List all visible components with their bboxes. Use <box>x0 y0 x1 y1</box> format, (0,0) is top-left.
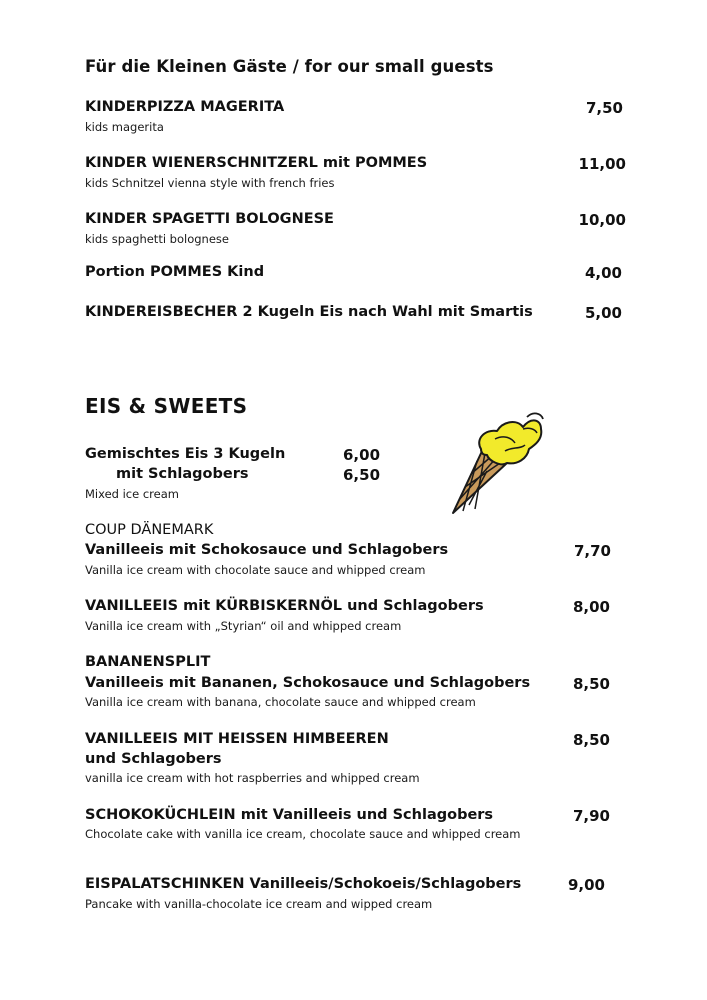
menu-item-name: SCHOKOKÜCHLEIN mit Vanilleeis und Schlagobers <box>85 807 494 823</box>
menu-item-price: 10,00 <box>578 211 626 229</box>
menu-item-name: VANILLEEIS MIT HEISSEN HIMBEEREN <box>85 731 389 747</box>
menu-item-price: 8,50 <box>572 731 610 749</box>
menu-item-price: 7,50 <box>585 99 623 117</box>
menu-item-price: 7,90 <box>572 807 610 825</box>
menu-item-name: Portion POMMES Kind <box>85 264 265 280</box>
menu-item-name: KINDER WIENERSCHNITZERL mit POMMES <box>85 155 428 171</box>
menu-item-desc: Pancake with vanilla-chocolate ice cream and wipped cream <box>85 897 433 911</box>
ice-cream-cone-icon <box>445 405 550 520</box>
menu-item-subname: mit Schlagobers <box>116 466 249 482</box>
menu-item-desc: kids spaghetti bolognese <box>85 232 229 246</box>
menu-item-price: 11,00 <box>578 155 626 173</box>
menu-item-price: 9,00 <box>567 876 605 894</box>
menu-item-name: KINDEREISBECHER 2 Kugeln Eis nach Wahl mit Smartis <box>85 304 533 320</box>
menu-item-title: BANANENSPLIT <box>85 654 211 670</box>
menu-item-price: 8,00 <box>572 598 610 616</box>
menu-item-name-line2: und Schlagobers <box>85 751 222 767</box>
kids-heading: Für die Kleinen Gäste / for our small guests <box>85 57 494 76</box>
menu-item-price: 8,50 <box>572 675 610 693</box>
sweets-heading: EIS & SWEETS <box>85 394 248 418</box>
menu-item-desc: kids magerita <box>85 120 164 134</box>
menu-item-desc: Vanilla ice cream with „Styrian“ oil and whipped cream <box>85 619 402 633</box>
menu-item-desc: Chocolate cake with vanilla ice cream, chocolate sauce and whipped cream <box>85 827 521 841</box>
menu-item-price: 6,00 <box>343 446 381 464</box>
menu-item-desc: vanilla ice cream with hot raspberries and whipped cream <box>85 771 420 785</box>
menu-item-price: 4,00 <box>584 264 622 282</box>
menu-item-price: 5,00 <box>584 304 622 322</box>
menu-item-name: KINDER SPAGETTI BOLOGNESE <box>85 211 334 227</box>
menu-item-title: COUP DÄNEMARK <box>85 522 214 538</box>
menu-item-name: KINDERPIZZA MAGERITA <box>85 99 285 115</box>
menu-item-price: 7,70 <box>573 542 611 560</box>
menu-item-name: Vanilleeis mit Bananen, Schokosauce und Schlagobers <box>85 675 531 691</box>
menu-item-name: EISPALATSCHINKEN Vanilleeis/Schokoeis/Schlagobers <box>85 876 522 892</box>
menu-item-desc: Vanilla ice cream with chocolate sauce and whipped cream <box>85 563 426 577</box>
menu-item-desc: Mixed ice cream <box>85 487 179 501</box>
menu-item-name: Gemischtes Eis 3 Kugeln <box>85 446 286 462</box>
menu-item-name: VANILLEEIS mit KÜRBISKERNÖL und Schlagobers <box>85 598 484 614</box>
menu-item-desc: Vanilla ice cream with banana, chocolate sauce and whipped cream <box>85 695 476 709</box>
menu-item-desc: kids Schnitzel vienna style with french fries <box>85 176 335 190</box>
menu-item-name: Vanilleeis mit Schokosauce und Schlagobers <box>85 542 449 558</box>
menu-item-price: 6,50 <box>343 466 381 484</box>
